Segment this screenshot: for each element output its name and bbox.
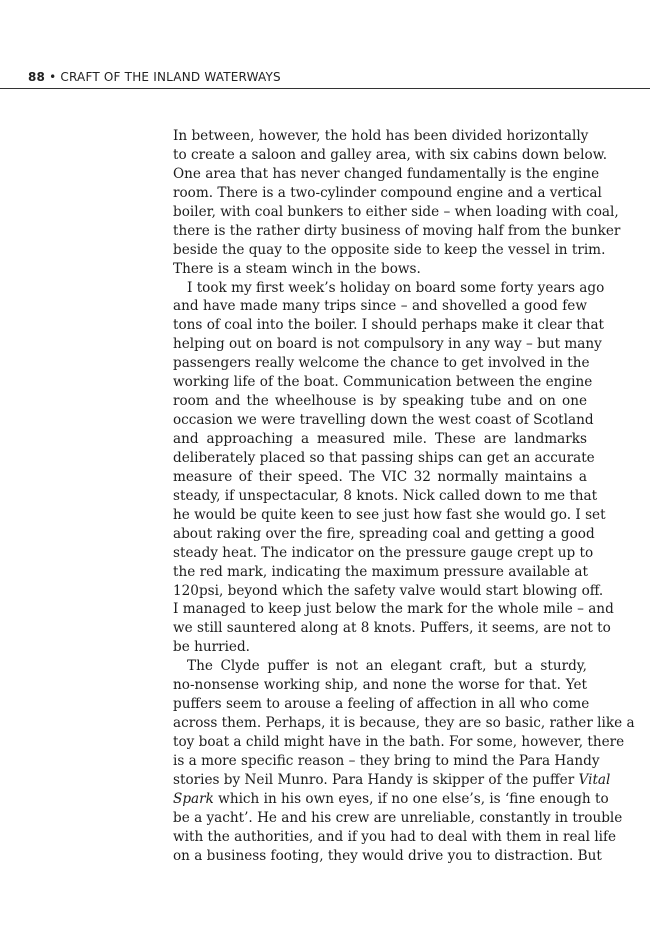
text-line: across them. Perhaps, it is because, they are so basic, rather like a [173,715,635,732]
text-line: there is the rather dirty business of moving half from the bunker [173,222,621,239]
text-line: he would be quite keen to see just how fast she would go. I set [173,506,606,523]
text-line: One area that has never changed fundamentally is the engine [173,165,600,182]
italic-ship-name: Spark [173,790,214,807]
text-line: beside the quay to the opposite side to keep the vessel in trim. [173,241,606,258]
text-line [173,771,611,790]
running-head [28,70,281,84]
text-line: I took my first week’s holiday on board some forty years ago [187,279,605,296]
running-head-separator: • [49,70,57,84]
text-line [173,790,609,809]
text-line: to create a saloon and galley area, with six cabins down below. [173,146,608,163]
text-line: room and the wheelhouse is by speaking tube and on one [173,393,587,410]
text-line: no-nonsense working ship, and none the worse for that. Yet [173,677,587,694]
text-line: room. There is a two-cylinder compound engine and a vertical [173,184,602,201]
text-line: occasion we were travelling down the west coast of Scotland [173,412,594,429]
text-line: and approaching a measured mile. These are landmarks [173,431,587,447]
text-line: helping out on board is not compulsory in any way – but many [173,336,602,353]
text-line: measure of their speed. The VIC 32 normally maintains a [173,468,587,485]
text-line: tons of coal into the boiler. I should perhaps make it clear that [173,317,605,334]
text-line: steady, if unspectacular, 8 knots. Nick called down to me that [173,487,598,504]
text-line: passengers really welcome the chance to get involved in the [173,355,590,372]
italic-ship-name: Vital [578,771,611,788]
text-line: is a more specific reason – they bring to mind the Para Handy [173,752,600,769]
text-line: with the authorities, and if you had to deal with them in real life [173,828,617,845]
body-text [173,127,635,866]
page-number: 88 [28,70,46,84]
text-segment: stories by Neil Munro. Para Handy is skipper of the puffer [173,771,579,788]
text-line: be a yacht’. He and his crew are unreliable, constantly in trouble [173,809,623,826]
text-line: In between, however, the hold has been divided horizontally [173,128,589,144]
text-line: deliberately placed so that passing ships can get an accurate [173,449,595,466]
text-segment: which in his own eyes, if no one else’s, is ‘fine enough to [213,790,609,807]
text-line: boiler, with coal bunkers to either side – when loading with coal, [173,203,619,220]
text-line: and have made many trips since – and shovelled a good few [173,298,587,315]
running-head-title: CRAFT OF THE INLAND WATERWAYS [60,70,281,84]
text-line: we still sauntered along at 8 knots. Puffers, it seems, are not to [173,620,611,637]
text-line: puffers seem to arouse a feeling of affection in all who come [173,696,590,713]
text-line: steady heat. The indicator on the pressure gauge crept up to [173,544,594,561]
text-line: about raking over the fire, spreading coal and getting a good [173,525,595,542]
text-line: The Clyde puffer is not an elegant craft, but a sturdy, [187,658,587,675]
text-line: 120psi, beyond which the safety valve would start blowing off. [173,582,604,599]
text-line: toy boat a child might have in the bath. For some, however, there [173,734,625,750]
text-line: the red mark, indicating the maximum pressure available at [173,563,588,580]
header-rule [0,88,650,89]
text-line: working life of the boat. Communication between the engine [173,374,593,391]
text-line: be hurried. [173,639,250,656]
text-line: on a business footing, they would drive you to distraction. But [173,847,602,864]
text-line: I managed to keep just below the mark for the whole mile – and [173,601,614,618]
text-line: There is a steam winch in the bows. [173,260,421,277]
